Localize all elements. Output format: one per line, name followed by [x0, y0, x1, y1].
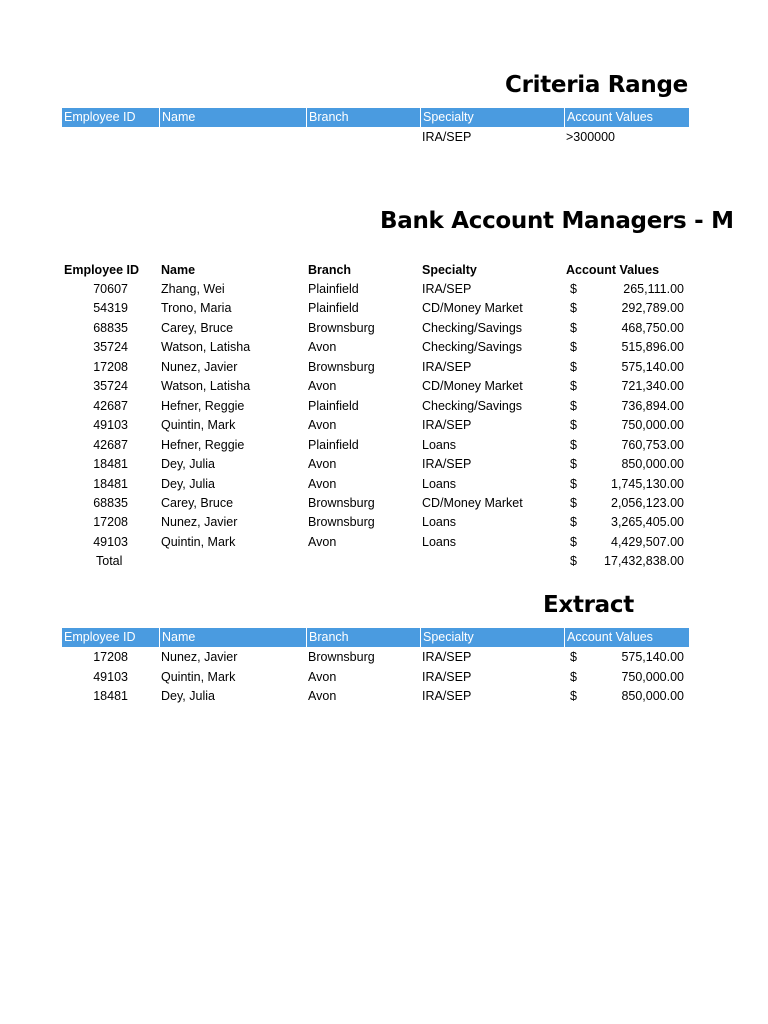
employee-id-cell: 35724 [93, 340, 128, 355]
account-value-cell: 736,894.00 [621, 398, 684, 413]
account-value-cell: 1,745,130.00 [611, 476, 684, 491]
specialty-cell: IRA/SEP [422, 282, 472, 296]
account-value-cell: 850,000.00 [621, 689, 684, 703]
account-value-cell: 575,140.00 [621, 650, 684, 664]
name-cell: Watson, Latisha [161, 379, 251, 394]
main-table-row [62, 377, 689, 396]
main-table-row [62, 455, 689, 474]
specialty-cell: Loans [422, 437, 457, 452]
name-cell: Dey, Julia [161, 457, 215, 472]
name-cell: Dey, Julia [161, 689, 215, 703]
specialty-cell: Checking/Savings [422, 320, 523, 335]
account-value-cell: 3,265,405.00 [611, 515, 684, 530]
name-cell: Quintin, Mark [161, 669, 236, 684]
specialty-cell: Checking/Savings [422, 398, 523, 413]
name-cell: Zhang, Wei [161, 282, 225, 296]
employee-id-cell: 70607 [93, 282, 128, 296]
currency-symbol: $ [570, 457, 577, 472]
main-table-row [62, 319, 689, 338]
specialty-cell: Loans [422, 534, 457, 549]
specialty-cell: Checking/Savings [422, 340, 523, 355]
currency-symbol: $ [570, 495, 577, 510]
branch-cell: Avon [308, 534, 337, 549]
main-table-row [62, 533, 689, 552]
specialty-cell: CD/Money Market [422, 379, 523, 394]
main-header-employee-id: Employee ID [64, 263, 140, 277]
currency-symbol: $ [570, 379, 577, 394]
total-label: Total [96, 554, 123, 569]
main-table-row [62, 338, 689, 357]
main-table-row [62, 416, 689, 435]
main-table-row [62, 280, 689, 299]
account-value-cell: 575,140.00 [621, 359, 684, 374]
specialty-cell: Loans [422, 515, 457, 530]
name-cell: Dey, Julia [161, 476, 215, 491]
name-cell: Quintin, Mark [161, 534, 236, 549]
account-value-cell: 4,429,507.00 [611, 534, 684, 549]
extract-table-row [62, 687, 689, 706]
employee-id-cell: 17208 [93, 650, 128, 664]
criteria-header-row [62, 108, 689, 127]
currency-symbol: $ [570, 301, 577, 316]
currency-symbol: $ [570, 476, 577, 491]
currency-symbol: $ [570, 515, 577, 530]
account-value-cell: 750,000.00 [621, 418, 684, 433]
name-cell: Nunez, Javier [161, 515, 238, 530]
currency-symbol: $ [570, 398, 577, 413]
total-amount: 17,432,838.00 [604, 554, 684, 569]
currency-symbol: $ [570, 437, 577, 452]
main-header-branch: Branch [308, 263, 352, 277]
currency-symbol: $ [570, 418, 577, 433]
branch-cell: Brownsburg [308, 320, 375, 335]
account-value-cell: 760,753.00 [621, 437, 684, 452]
total-currency-symbol: $ [570, 554, 577, 569]
employee-id-cell: 54319 [93, 301, 128, 316]
specialty-cell: Loans [422, 476, 457, 491]
specialty-cell: CD/Money Market [422, 301, 523, 316]
main-header-row [62, 261, 689, 280]
branch-cell: Avon [308, 669, 337, 684]
currency-symbol: $ [570, 669, 577, 684]
main-table-row [62, 397, 689, 416]
criteria-header-account-values: Account Values [564, 108, 689, 127]
currency-symbol: $ [570, 534, 577, 549]
criteria-header-name: Name [159, 108, 305, 127]
currency-symbol: $ [570, 689, 577, 703]
currency-symbol: $ [570, 340, 577, 355]
branch-cell: Avon [308, 379, 337, 394]
name-cell: Watson, Latisha [161, 340, 251, 355]
extract-header-branch: Branch [306, 628, 419, 647]
main-table-row [62, 299, 689, 318]
criteria-specialty-value: IRA/SEP [422, 130, 472, 144]
employee-id-cell: 35724 [93, 379, 128, 394]
account-value-cell: 468,750.00 [621, 320, 684, 335]
employee-id-cell: 68835 [93, 320, 128, 335]
employee-id-cell: 42687 [93, 437, 128, 452]
employee-id-cell: 42687 [93, 398, 128, 413]
branch-cell: Brownsburg [308, 495, 375, 510]
criteria-header-branch: Branch [306, 108, 419, 127]
main-title-clip [0, 205, 734, 245]
name-cell: Carey, Bruce [161, 320, 234, 335]
extract-table-row [62, 668, 689, 687]
main-header-account-values: Account Values [566, 263, 660, 277]
specialty-cell: IRA/SEP [422, 457, 472, 472]
main-table-row [62, 475, 689, 494]
currency-symbol: $ [570, 282, 577, 296]
account-value-cell: 750,000.00 [621, 669, 684, 684]
currency-symbol: $ [570, 320, 577, 335]
main-table-row [62, 494, 689, 513]
specialty-cell: IRA/SEP [422, 359, 472, 374]
account-value-cell: 515,896.00 [621, 340, 684, 355]
employee-id-cell: 49103 [93, 669, 128, 684]
criteria-row [62, 128, 689, 147]
extract-header-name: Name [159, 628, 305, 647]
extract-header-row [62, 628, 689, 647]
main-total-row [62, 552, 689, 571]
employee-id-cell: 18481 [93, 457, 128, 472]
name-cell: Nunez, Javier [161, 650, 238, 664]
criteria-range-title: Criteria Range [505, 72, 688, 98]
branch-cell: Brownsburg [308, 359, 375, 374]
branch-cell: Brownsburg [308, 650, 375, 664]
extract-header-employee-id: Employee ID [64, 630, 136, 644]
specialty-cell: CD/Money Market [422, 495, 523, 510]
branch-cell: Plainfield [308, 282, 359, 296]
branch-cell: Avon [308, 689, 337, 703]
main-table-row [62, 358, 689, 377]
extract-table-row [62, 648, 689, 667]
specialty-cell: IRA/SEP [422, 650, 472, 664]
main-header-name: Name [161, 263, 196, 277]
employee-id-cell: 49103 [93, 534, 128, 549]
name-cell: Quintin, Mark [161, 418, 236, 433]
branch-cell: Brownsburg [308, 515, 375, 530]
currency-symbol: $ [570, 359, 577, 374]
name-cell: Hefner, Reggie [161, 398, 245, 413]
main-header-specialty: Specialty [422, 263, 477, 277]
name-cell: Carey, Bruce [161, 495, 234, 510]
employee-id-cell: 68835 [93, 495, 128, 510]
employee-id-cell: 49103 [93, 418, 128, 433]
branch-cell: Avon [308, 340, 337, 355]
specialty-cell: IRA/SEP [422, 418, 472, 433]
branch-cell: Avon [308, 476, 337, 491]
employee-id-cell: 18481 [93, 689, 128, 703]
criteria-header-employee-id: Employee ID [64, 110, 136, 124]
main-table-row [62, 436, 689, 455]
branch-cell: Avon [308, 418, 337, 433]
account-value-cell: 721,340.00 [621, 379, 684, 394]
branch-cell: Avon [308, 457, 337, 472]
specialty-cell: IRA/SEP [422, 689, 472, 703]
main-table-row [62, 513, 689, 532]
name-cell: Hefner, Reggie [161, 437, 245, 452]
extract-header-specialty: Specialty [420, 628, 563, 647]
account-value-cell: 265,111.00 [623, 282, 684, 296]
employee-id-cell: 17208 [93, 515, 128, 530]
name-cell: Nunez, Javier [161, 359, 238, 374]
branch-cell: Plainfield [308, 301, 359, 316]
branch-cell: Plainfield [308, 437, 359, 452]
criteria-header-specialty: Specialty [420, 108, 563, 127]
extract-header-account-values: Account Values [564, 628, 689, 647]
account-value-cell: 850,000.00 [621, 457, 684, 472]
currency-symbol: $ [570, 650, 577, 664]
name-cell: Trono, Maria [161, 301, 232, 316]
branch-cell: Plainfield [308, 398, 359, 413]
criteria-account-value: >300000 [566, 130, 616, 144]
extract-title: Extract [543, 592, 634, 618]
employee-id-cell: 17208 [93, 359, 128, 374]
account-value-cell: 292,789.00 [621, 301, 684, 316]
employee-id-cell: 18481 [93, 476, 128, 491]
main-table-title: Bank Account Managers - M [380, 208, 734, 234]
account-value-cell: 2,056,123.00 [611, 495, 684, 510]
specialty-cell: IRA/SEP [422, 669, 472, 684]
